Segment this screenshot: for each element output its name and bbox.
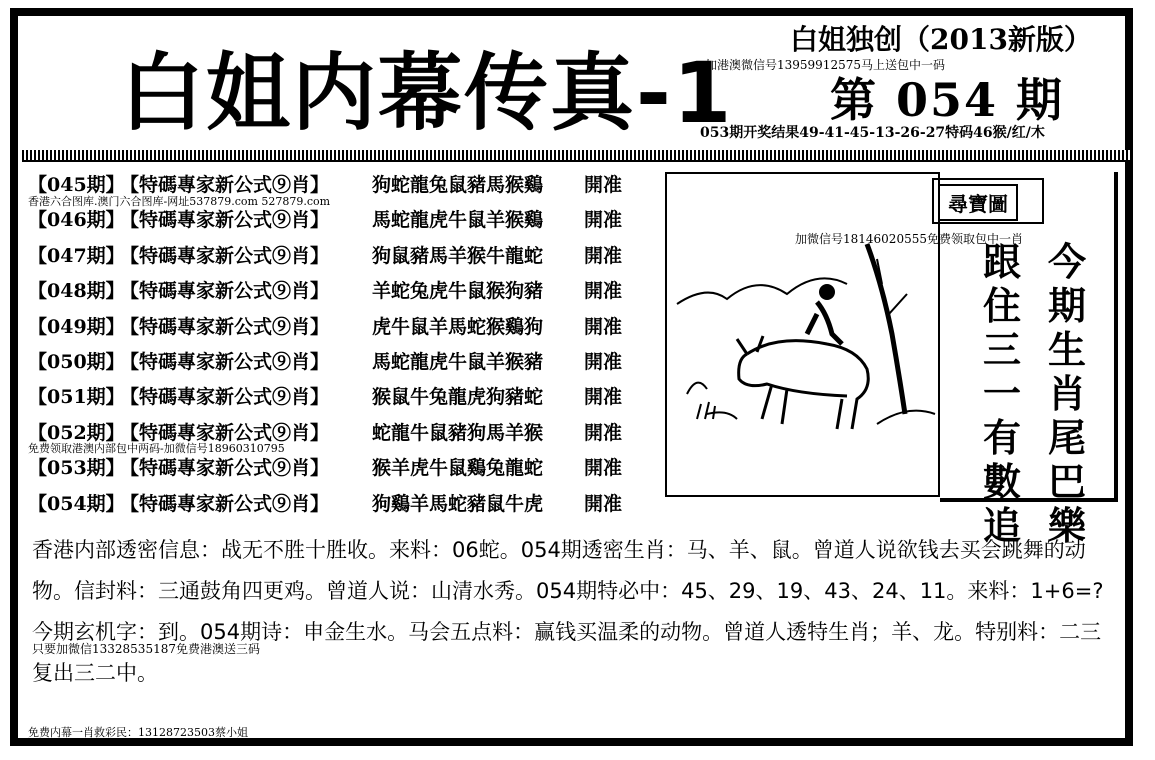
info-paragraph: 香港内部透密信息：战无不胜十胜收。来料：06蛇。054期透密生肖：马、羊、鼠。曾道人说欲钱去买会跳舞的动物。信封料：三通鼓角四更鸡。曾道人说：山清水秀。054期特必中：45、29、19、43、24、11。来料：1+6=? 今期玄机字：到。054期诗：申金生水。马会五点料：赢钱买温柔的动物。曾道人透特生肖；羊、龙。特别料：二三复出三二中。 [32,538,1104,685]
row-zodiacs: 馬蛇龍虎牛鼠羊猴豬 [372,350,544,373]
issue-number: 第 054 期 [830,73,1065,127]
row-zodiacs: 馬蛇龍虎牛鼠羊猴鷄 [372,209,544,232]
row-formula: 【特碼專家新公式⑨肖】 [120,280,330,303]
row-status: 開准 [584,350,623,373]
row-zodiacs: 猴羊虎牛鼠鷄兔龍蛇 [372,457,544,480]
row-formula: 【特碼專家新公式⑨肖】 [120,315,330,338]
row-formula: 【特碼專家新公式⑨肖】 [120,244,330,267]
row-status: 開准 [584,457,623,480]
edition-label: 白姐独创（2013新版） [790,23,1092,56]
list-item [28,239,622,274]
row-label: 【050期】 [28,350,125,373]
row-label: 【046期】 [28,209,125,232]
row-zodiacs: 虎牛鼠羊馬蛇猴鷄狗 [372,315,544,338]
row-label: 【049期】 [28,315,125,338]
website-note: 香港六合图库.澳门六合图库-网址537879.com 527879.com [28,195,331,208]
row-formula: 【特碼專家新公式⑨肖】 [120,457,330,480]
page-title: 白姐内幕传真-1 [120,44,734,142]
row-formula: 【特碼專家新公式⑨肖】 [120,209,330,232]
row-label: 【052期】 [28,421,125,444]
row-status: 開准 [584,174,623,196]
row-formula: 【特碼專家新公式⑨肖】 [120,492,330,515]
ox-rider-illustration [667,174,938,495]
row-status: 開准 [584,209,623,232]
contact-bottom: 只要加微信13328535187免费港澳送三码 [32,642,260,656]
divider-rule [22,150,1132,162]
row-label: 【053期】 [28,457,125,480]
contact-note: 免费领取港澳内部包中两码-加微信号18960310795 [28,442,285,456]
row-formula: 【特碼專家新公式⑨肖】 [120,174,330,196]
list-item [28,345,622,380]
treasure-map-label: 尋寶圖 [938,184,1018,221]
poem-column-2: 跟住三一有數追 [982,240,1021,548]
poem-column-1: 今期生肖尾巴樂 [1047,240,1086,548]
row-status: 開准 [584,421,623,444]
row-formula: 【特碼專家新公式⑨肖】 [120,421,330,444]
row-label: 【048期】 [28,280,125,303]
list-item [28,380,622,415]
row-status: 開准 [584,280,623,303]
list-item [28,451,622,486]
row-status: 開准 [584,244,623,267]
illustration-frame [665,172,940,497]
row-formula: 【特碼專家新公式⑨肖】 [120,386,330,409]
row-zodiacs: 蛇龍牛鼠豬狗馬羊猴 [372,421,544,444]
list-item [28,487,622,522]
row-status: 開准 [584,386,623,409]
contact-note: 免费内幕一肖救彩民：13128723503蔡小姐 [28,725,248,739]
row-zodiacs: 狗鷄羊馬蛇豬鼠牛虎 [372,492,544,515]
list-item [28,168,623,208]
row-zodiacs: 狗蛇龍兔鼠豬馬猴鷄 [372,174,544,196]
list-item [28,310,622,345]
row-label: 【047期】 [28,244,125,267]
row-formula: 【特碼專家新公式⑨肖】 [120,350,330,373]
row-status: 開准 [584,315,623,338]
contact-top: 加港澳微信号13959912575马上送包中一码 [705,58,945,72]
row-label: 【051期】 [28,386,125,409]
row-zodiacs: 猴鼠牛兔龍虎狗豬蛇 [372,386,544,409]
contact-mid: 加微信号18146020555免费领取包中一肖 [795,232,1023,246]
list-item [28,203,622,238]
row-zodiacs: 狗鼠豬馬羊猴牛龍蛇 [372,244,544,267]
draw-result: 053期开奖结果49-41-45-13-26-27特码46猴/红/木 [700,125,1045,141]
row-label: 【054期】 [28,492,125,515]
row-label: 【045期】 [28,174,125,196]
row-zodiacs: 羊蛇兔虎牛鼠猴狗豬 [372,280,544,303]
row-status: 開准 [584,492,623,515]
